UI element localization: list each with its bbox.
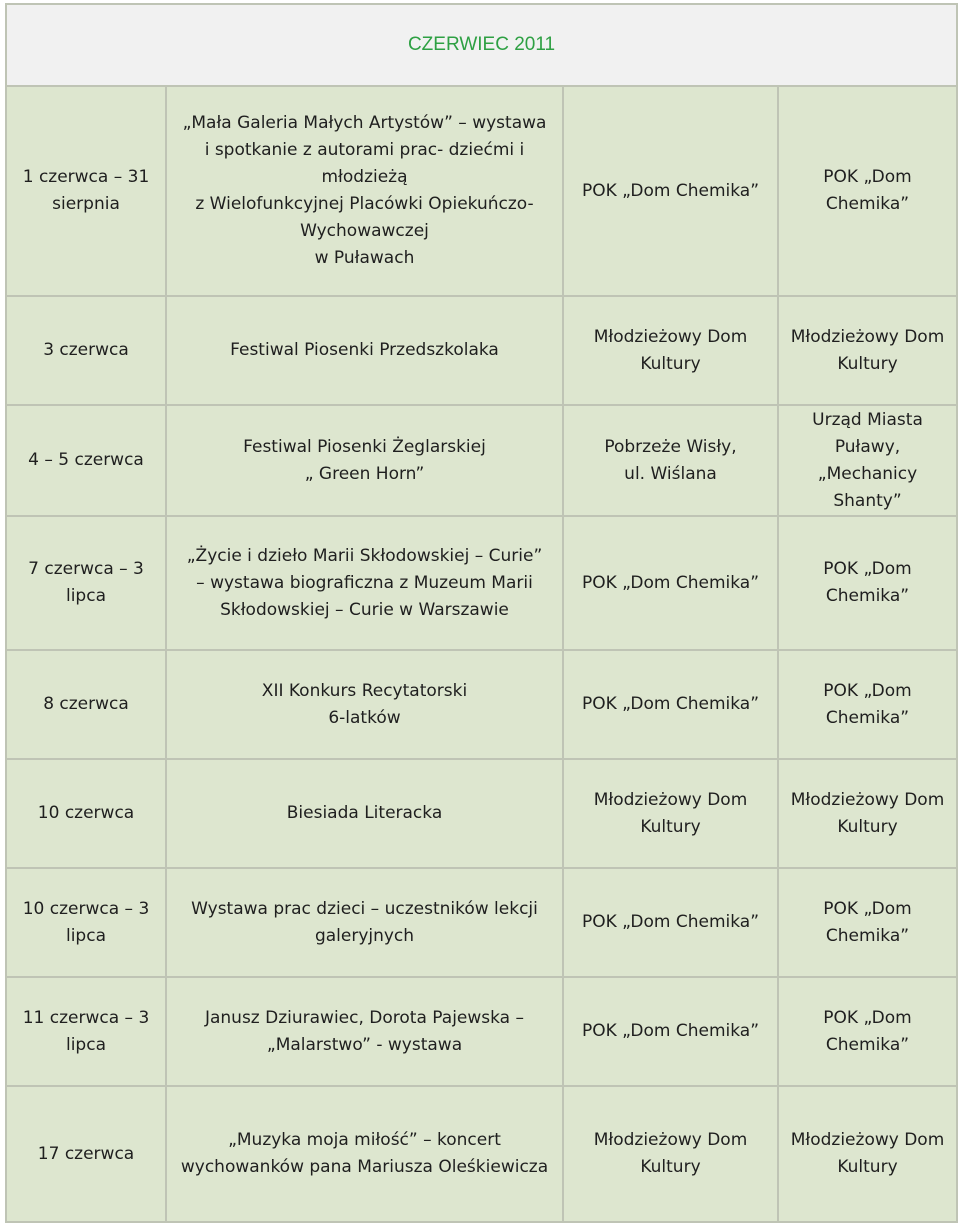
event-organizer-line: Chemika”	[825, 925, 910, 946]
event-description	[166, 516, 563, 650]
event-description-line: młodzieżą	[321, 167, 408, 187]
event-organizer	[778, 977, 957, 1086]
event-description-line: i spotkanie z autorami prac- dziećmi i	[204, 140, 525, 160]
event-date	[6, 86, 166, 296]
event-date-line: 3 czerwca	[43, 340, 129, 360]
event-organizer	[778, 86, 957, 296]
event-description-line: Biesiada Literacka	[286, 803, 443, 823]
event-date	[6, 759, 166, 868]
event-description-line: galeryjnych	[314, 925, 415, 946]
event-description-line: „Muzyka moja miłość” – koncert	[228, 1130, 501, 1150]
table-row	[6, 516, 957, 650]
event-date-line: lipca	[65, 925, 106, 946]
event-description-line: „ Green Horn”	[304, 463, 425, 484]
event-organizer-line: Kultury	[837, 1157, 898, 1177]
event-organizer-line: POK „Dom	[823, 680, 912, 701]
event-date	[6, 650, 166, 759]
event-venue	[563, 516, 778, 650]
event-organizer	[778, 516, 957, 650]
event-date-line: lipca	[65, 586, 106, 606]
event-description	[166, 977, 563, 1086]
event-organizer-line: Chemika”	[825, 586, 910, 606]
event-venue-line: Pobrzeże Wisły,	[604, 436, 737, 457]
event-venue-line: Kultury	[640, 1157, 701, 1177]
event-description-line: wychowanków pana Mariusza Oleśkiewicza	[180, 1157, 549, 1177]
event-venue-line: POK „Dom Chemika”	[582, 694, 759, 714]
event-description-line: z Wielofunkcyjnej Placówki Opiekuńczo-	[195, 194, 534, 214]
table-row	[6, 977, 957, 1086]
event-description	[166, 1086, 563, 1222]
event-organizer-line: Młodzieżowy Dom	[790, 789, 945, 810]
event-description-line: Festiwal Piosenki Żeglarskiej	[243, 436, 486, 457]
event-description-line: – wystawa biograficzna z Muzeum Marii	[196, 572, 533, 593]
event-venue-line: POK „Dom Chemika”	[582, 1021, 759, 1041]
event-description	[166, 405, 563, 516]
event-venue	[563, 868, 778, 977]
event-venue-line: Kultury	[640, 816, 701, 837]
event-venue-line: ul. Wiślana	[624, 463, 717, 484]
table-row	[6, 1086, 957, 1222]
event-venue-line: POK „Dom Chemika”	[582, 912, 759, 932]
event-date	[6, 868, 166, 977]
event-organizer	[778, 296, 957, 405]
event-organizer-line: „Mechanicy	[817, 463, 918, 484]
event-description-line: „Malarstwo” - wystawa	[266, 1034, 463, 1055]
event-description-line: Skłodowskiej – Curie w Warszawie	[220, 599, 509, 620]
event-venue	[563, 1086, 778, 1222]
event-description-line: „Życie i dzieło Marii Skłodowskiej – Curie”	[186, 545, 543, 566]
table-row	[6, 296, 957, 405]
event-venue	[563, 759, 778, 868]
event-organizer	[778, 1086, 957, 1222]
table-row	[6, 86, 957, 296]
event-date	[6, 516, 166, 650]
event-date-line: 17 czerwca	[37, 1143, 135, 1164]
event-date	[6, 296, 166, 405]
event-description-line: Festiwal Piosenki Przedszkolaka	[230, 340, 499, 360]
event-description	[166, 650, 563, 759]
event-venue-line: Młodzieżowy Dom	[593, 1130, 748, 1150]
event-date-line: 11 czerwca – 3	[22, 1007, 150, 1028]
event-organizer-line: Kultury	[837, 353, 898, 374]
event-date-line: 4 – 5 czerwca	[28, 450, 144, 470]
table-row	[6, 868, 957, 977]
event-organizer	[778, 650, 957, 759]
event-description-line: Wystawa prac dzieci – uczestników lekcji	[191, 898, 538, 919]
event-venue-line: Młodzieżowy Dom	[593, 326, 748, 347]
event-organizer	[778, 868, 957, 977]
event-description-line: 6-latków	[328, 707, 401, 728]
event-organizer	[778, 759, 957, 868]
event-date	[6, 977, 166, 1086]
event-date	[6, 405, 166, 516]
event-date	[6, 1086, 166, 1222]
event-date-line: 7 czerwca – 3	[28, 559, 144, 579]
table-row	[6, 405, 957, 516]
event-organizer-line: Młodzieżowy Dom	[790, 326, 945, 347]
event-organizer-line: Puławy,	[834, 436, 901, 457]
table-header-row	[6, 4, 957, 86]
event-venue	[563, 86, 778, 296]
event-date-line: lipca	[65, 1034, 106, 1055]
event-organizer-line: POK „Dom	[823, 167, 912, 187]
event-date-line: 10 czerwca	[37, 803, 135, 823]
event-venue	[563, 650, 778, 759]
event-description	[166, 868, 563, 977]
event-organizer-line: Kultury	[837, 816, 898, 837]
event-organizer-line: POK „Dom	[823, 559, 912, 579]
event-description	[166, 86, 563, 296]
event-organizer-line: POK „Dom	[823, 898, 912, 919]
event-date-line: 10 czerwca – 3	[22, 898, 150, 919]
event-organizer-line: Urząd Miasta	[812, 409, 923, 430]
event-venue	[563, 296, 778, 405]
event-organizer-line: Młodzieżowy Dom	[790, 1130, 945, 1150]
events-table	[5, 3, 958, 1223]
event-organizer	[778, 405, 957, 516]
event-organizer-line: Chemika”	[825, 1034, 910, 1055]
event-organizer-line: POK „Dom	[823, 1007, 912, 1028]
event-organizer-line: Chemika”	[825, 194, 910, 214]
event-description-line: XII Konkurs Recytatorski	[261, 680, 468, 701]
event-organizer-line: Shanty”	[833, 490, 902, 511]
event-description	[166, 759, 563, 868]
event-organizer-line: Chemika”	[825, 707, 910, 728]
event-venue	[563, 977, 778, 1086]
event-description-line: Janusz Dziurawiec, Dorota Pajewska –	[204, 1007, 525, 1028]
table-row	[6, 759, 957, 868]
event-date-line: 8 czerwca	[43, 694, 129, 714]
event-venue	[563, 405, 778, 516]
month-title: CZERWIEC 2011	[6, 4, 957, 86]
event-venue-line: Młodzieżowy Dom	[593, 789, 748, 810]
event-description	[166, 296, 563, 405]
event-description-line: w Puławach	[314, 248, 415, 268]
event-description-line: Wychowawczej	[300, 221, 429, 241]
event-venue-line: POK „Dom Chemika”	[582, 180, 759, 201]
event-description-line: „Mała Galeria Małych Artystów” – wystawa	[182, 113, 547, 133]
event-date-line: sierpnia	[52, 194, 120, 214]
table-row	[6, 650, 957, 759]
event-venue-line: POK „Dom Chemika”	[582, 572, 759, 593]
event-date-line: 1 czerwca – 31	[22, 167, 150, 187]
event-venue-line: Kultury	[640, 353, 701, 374]
